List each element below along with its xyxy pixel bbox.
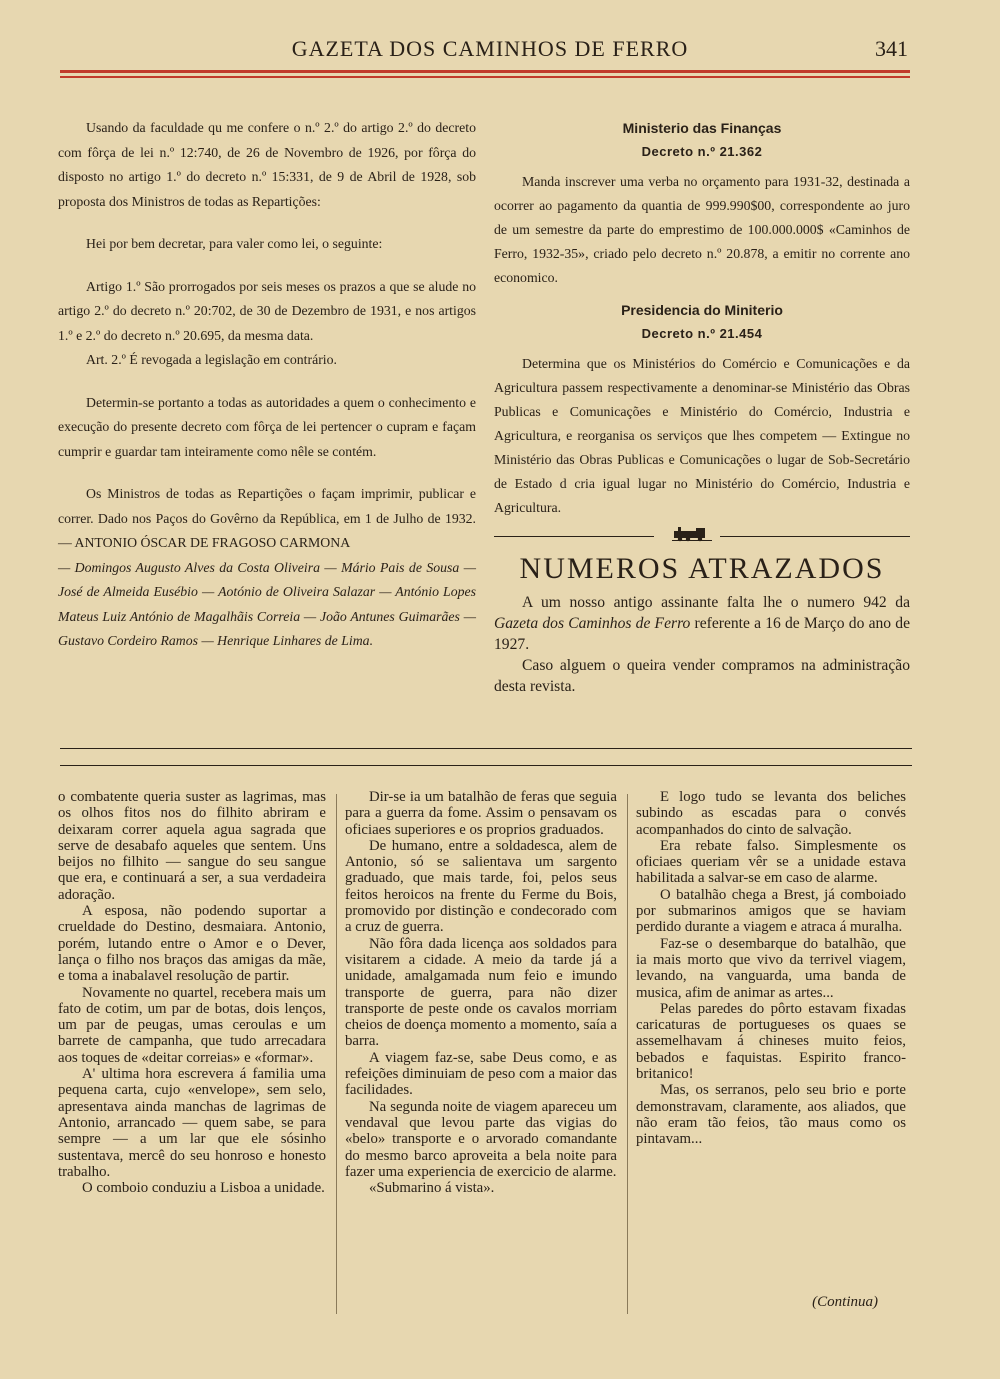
story-column-3 [636, 789, 906, 1148]
header-rule-secondary [60, 76, 910, 78]
story-paragraph: Faz-se o desembarque do batalhão, que ia mais morto que vivo da terrivel viagem, levando, na vanguarda, uma banda de musica, afim de animar as artes... [636, 935, 906, 1001]
section-decree-number-2: Decreto n.º 21.454 [641, 326, 763, 341]
column-rule [627, 794, 628, 1314]
section-divider-secondary [60, 765, 912, 766]
story-paragraph: A esposa, não podendo suportar a crueldade do Destino, desmaiara. Antonio, porém, lutando entre o Amor e o Dever, lança o filho nos braços das amigas da mãe, e toma a inabalavel resolução de partir. [58, 903, 326, 985]
decree-formula: Hei por bem decretar, para valer como lei, o seguinte: [86, 236, 383, 251]
section-divider [60, 748, 912, 749]
section-text-financas: Manda inscrever uma verba no orçamento para 1931-32, destinada a ocorrer ao pagamento da quantia de 999.990$00, correspondente ao juro de um semestre da parte do emprestimo de 100.000.000$ «Caminhos de Ferro, 1932-35», criado pelo decreto n.º 20.878, a emitir no corrente ano economico. [494, 174, 910, 285]
column-rule [336, 794, 337, 1314]
story-paragraph: o combatente queria suster as lagrimas, mas os olhos fitos nos do filhito abriram e deixaram correr aquela agua sagrada que serve de desabafo aqueles que sentem. Uns beijos no filhito — sangue do seu sangue que era, e continuará a ser, a sua verdadeira adoração. [58, 789, 326, 903]
separator-ornament [494, 524, 910, 546]
story-paragraph: Era rebate falso. Simplesmente os oficiaes queriam vêr se a unidade estava habilitada a salvar-se em caso de alarme. [636, 837, 906, 887]
story-paragraph: Pelas paredes do pôrto estavam fixadas caricaturas de portugueses os quaes se assemelhavam á chineses muito feios, bebados e faquistas. Espirito franco-britanico! [636, 1000, 906, 1083]
decree-preamble: Usando da faculdade qu me confere o n.º 2.º do artigo 2.º do decreto com fôrça de lei n.º 12:740, de 26 de Novembro de 1926, por fôrça do disposto no artigo 1.º do decreto n.º 15:331, de 9 de Abril de 1928, sob proposta dos Ministros de todas as Repartições: [58, 120, 476, 209]
section-decree-number: Decreto n.º 21.362 [641, 144, 763, 159]
section-text-presidencia: Determina que os Ministérios do Comércio e Comunicações e da Agricultura passem respectivamente a denominar-se Ministério das Obras Publicas e Comunicações e Ministério do Comércio, Industria e Agricultura, e reorganisa os serviços que lhes competem — Extingue no Ministério das Obras Publicas e Comunicações o lugar de Sob-Secretário de Estado d cria igual lugar no Ministério do Comércio, Industria e Agricultura. [494, 356, 910, 515]
decree-article-1: Artigo 1.º São prorrogados por seis meses os prazos a que se alude no artigo 2.º do decreto n.º 20:702, de 30 de Dezembro de 1931, e nos artigos 1.º e 2.º do decreto n.º 20.695, da mesma data. [58, 278, 476, 343]
story-paragraph: «Submarino á vista». [369, 1180, 495, 1197]
story-paragraph: Na segunda noite de viagem apareceu um vendaval que levou parte das vigias do «belo» transporte e o arvorado comandante do mesmo barco aproveita a bela noite para fazer uma experiencia de exercicio de alarme. [345, 1098, 617, 1180]
decree-article-2: Art. 2.º É revogada a legislação em contrário. [86, 352, 337, 367]
story-paragraph: O comboio conduziu a Lisboa a unidade. [82, 1180, 325, 1197]
story-column-1 [58, 789, 326, 1196]
story-paragraph: O batalhão chega a Brest, já comboiado por submarinos amigos que se haviam perdido durante a viagem e atraca á muralha. [636, 886, 906, 936]
decree-column [58, 116, 476, 654]
story-paragraph: Não fôra dada licença aos soldados para visitarem a cidade. A meio da tarde já a unidade, amalgamada num feio e imundo transporte de guerra, para não dizer transporte de peste onde os cavalos morriam cheios de doença momento a momento, saía a barra. [345, 935, 617, 1050]
decree-signatures: — Domingos Augusto Alves da Costa Oliveira — Mário Pais de Sousa — José de Almeida Eusébio — Aotónio de Oliveira Salazar — António Lopes Mateus Luiz António de Magalhãis Correia — João Antunes Guimarães — Gustavo Cordeiro Ramos — Henrique Linhares de Lima. [58, 559, 476, 648]
notice-title: NUMEROS ATRAZADOS [519, 552, 885, 585]
page-number: 341 [875, 36, 908, 61]
decree-order: Determin-se portanto a todas as autoridades a quem o conhecimento e execução do presente decreto com fôrça de lei pertencer o cupram e façam cumprir e guardar tam inteiramente como nêle se contém. [58, 394, 476, 459]
section-heading-presidencia: Presidencia do Miniterio [621, 302, 783, 318]
story-paragraph: De humano, entre a soldadesca, alem de Antonio, só se salientava um sargento graduado, que mais tarde, foi, pelos seus feitos heroicos na frente du Ferme du Bois, promovido por distinção e condecorado com a cruz de guerra. [345, 837, 617, 936]
story-column-2 [345, 789, 617, 1196]
story-paragraph: Mas, os serranos, pelo seu brio e porte demonstravam, claramente, aos aliados, que não eram tão feios, tão maus como os pintavam... [636, 1082, 906, 1148]
story-paragraph: A' ultima hora escrevera á familia uma pequena carta, cujo «envelope», sem selo, apresentava ainda manchas de lagrimas de Antonio, arrancado — quem sabe, se para sempre — a um lar que ele sósinho sustentava, mercê do seu honroso e honesto trabalho. [58, 1066, 326, 1180]
notice-paragraph-2: Caso alguem o queira vender compramos na administração desta revista. [494, 657, 910, 695]
notice-paragraph-1: A um nosso antigo assinante falta lhe o numero 942 da Gazeta dos Caminhos de Ferro referente a 16 de Março do ano de 1927. [494, 594, 910, 653]
section-heading-financas: Ministerio das Finanças [622, 120, 782, 136]
story-paragraph: Novamente no quartel, recebera mais um fato de cotim, um par de botas, dois lenços, um par de peugas, umas ceroulas e um barrete de campanha, que tudo arrecadara aos toques de «deitar correias» e «formar». [58, 984, 326, 1066]
header-rule [60, 70, 910, 73]
story-paragraph: E logo tudo se levanta dos beliches subindo as escadas para o convés acompanhados do cinto de salvação. [636, 789, 906, 838]
train-icon [672, 526, 712, 542]
decree-promulgation: Os Ministros de todas as Repartições o façam imprimir, publicar e correr. Dado nos Paços do Govêrno da República, em 1 de Julho de 1932. — ANTONIO ÓSCAR DE FRAGOSO CARMONA [58, 486, 476, 550]
ministry-column [494, 116, 910, 697]
story-paragraph: Dir-se ia um batalhão de feras que seguia para a guerra da fome. Assim o pensavam os oficiaes superiores e os proprios graduados. [345, 789, 617, 838]
continued-label: (Continua) [812, 1294, 878, 1310]
story-paragraph: A viagem faz-se, sabe Deus como, e as refeições diminuiam de peso com a maior das facilidades. [345, 1049, 617, 1099]
page-header-title: GAZETA DOS CAMINHOS DE FERRO [291, 36, 689, 61]
